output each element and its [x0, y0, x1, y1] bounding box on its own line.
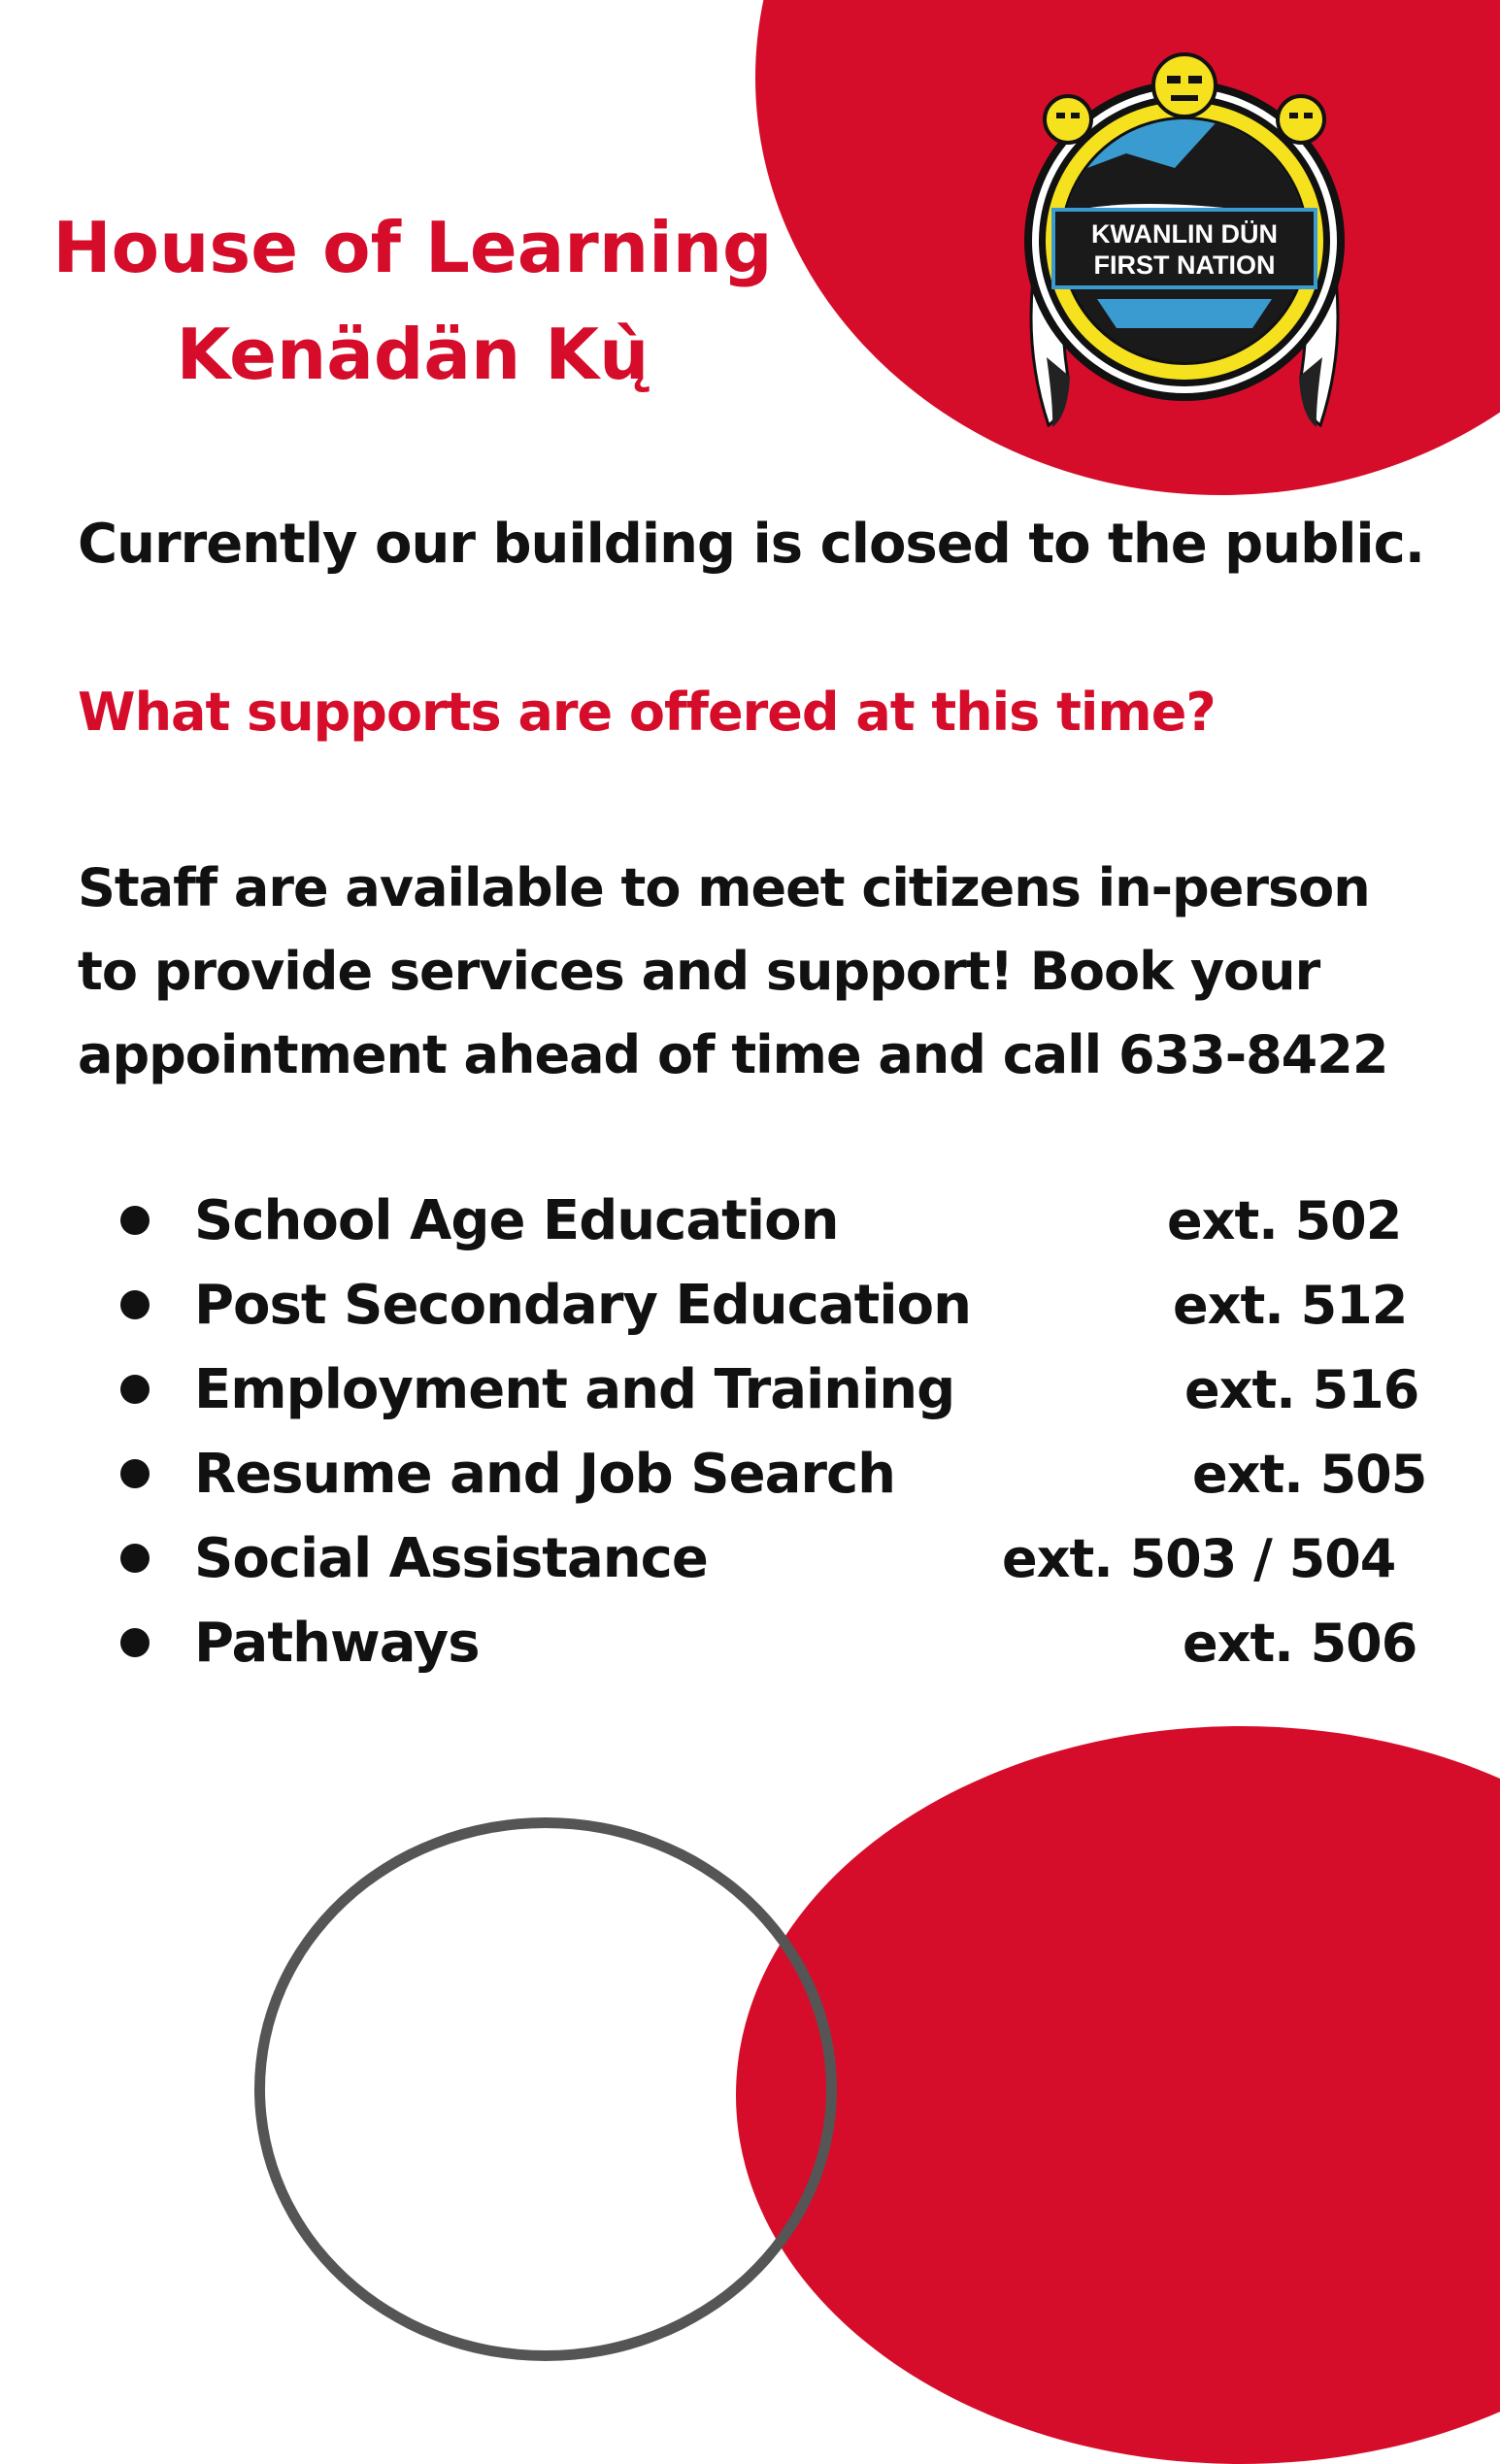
service-extension: ext. 512 [1173, 1275, 1408, 1336]
service-extension: ext. 516 [1184, 1359, 1419, 1420]
services-list [0, 1179, 1500, 1685]
closure-notice: Currently our building is closed to the public. [78, 513, 1425, 576]
staff-line-2: to provide services and support! Book your [78, 941, 1320, 1002]
title-line-1: House of Learning [52, 207, 773, 288]
service-item-pathways [0, 1601, 1500, 1685]
bullet-icon [120, 1290, 150, 1319]
logo-text-line2: FIRST NATION [1093, 250, 1276, 280]
service-name: Pathways [194, 1612, 480, 1675]
supports-question-heading: What supports are offered at this time? [78, 682, 1216, 743]
service-name: Resume and Job Search [194, 1443, 896, 1506]
service-item-post-secondary-education [0, 1263, 1500, 1348]
service-extension: ext. 502 [1167, 1190, 1402, 1251]
decorative-red-circle-bottom [736, 1726, 1500, 2464]
bullet-icon [120, 1544, 150, 1573]
bullet-icon [120, 1206, 150, 1235]
mask-icon-right [1278, 96, 1324, 143]
staff-line-3: appointment ahead of time and call 633-8422 [78, 1024, 1388, 1085]
service-name: Employment and Training [194, 1358, 955, 1421]
bullet-icon [120, 1459, 150, 1488]
service-item-school-age-education [0, 1179, 1500, 1263]
title-line-2: Kenädän Kų̀ [176, 314, 650, 395]
service-name: School Age Education [194, 1189, 839, 1252]
service-item-employment-and-training [0, 1348, 1500, 1432]
kwanlin-dun-logo [1010, 47, 1359, 445]
decorative-gray-arc [254, 1817, 837, 2361]
logo-text-line1: KWANLIN DÜN [1091, 219, 1278, 249]
page-title [39, 194, 786, 408]
mask-icon-left [1045, 96, 1091, 143]
service-name: Social Assistance [194, 1527, 708, 1590]
staff-line-1: Staff are available to meet citizens in-person [78, 857, 1370, 918]
service-extension: ext. 503 / 504 [1002, 1528, 1396, 1589]
bullet-icon [120, 1628, 150, 1657]
service-item-resume-and-job-search [0, 1432, 1500, 1516]
bullet-icon [120, 1375, 150, 1404]
service-extension: ext. 505 [1192, 1444, 1427, 1505]
service-name: Post Secondary Education [194, 1274, 971, 1337]
mask-icon-center [1153, 54, 1216, 117]
staff-availability-paragraph [78, 847, 1476, 1097]
service-item-social-assistance [0, 1516, 1500, 1601]
service-extension: ext. 506 [1183, 1613, 1417, 1674]
